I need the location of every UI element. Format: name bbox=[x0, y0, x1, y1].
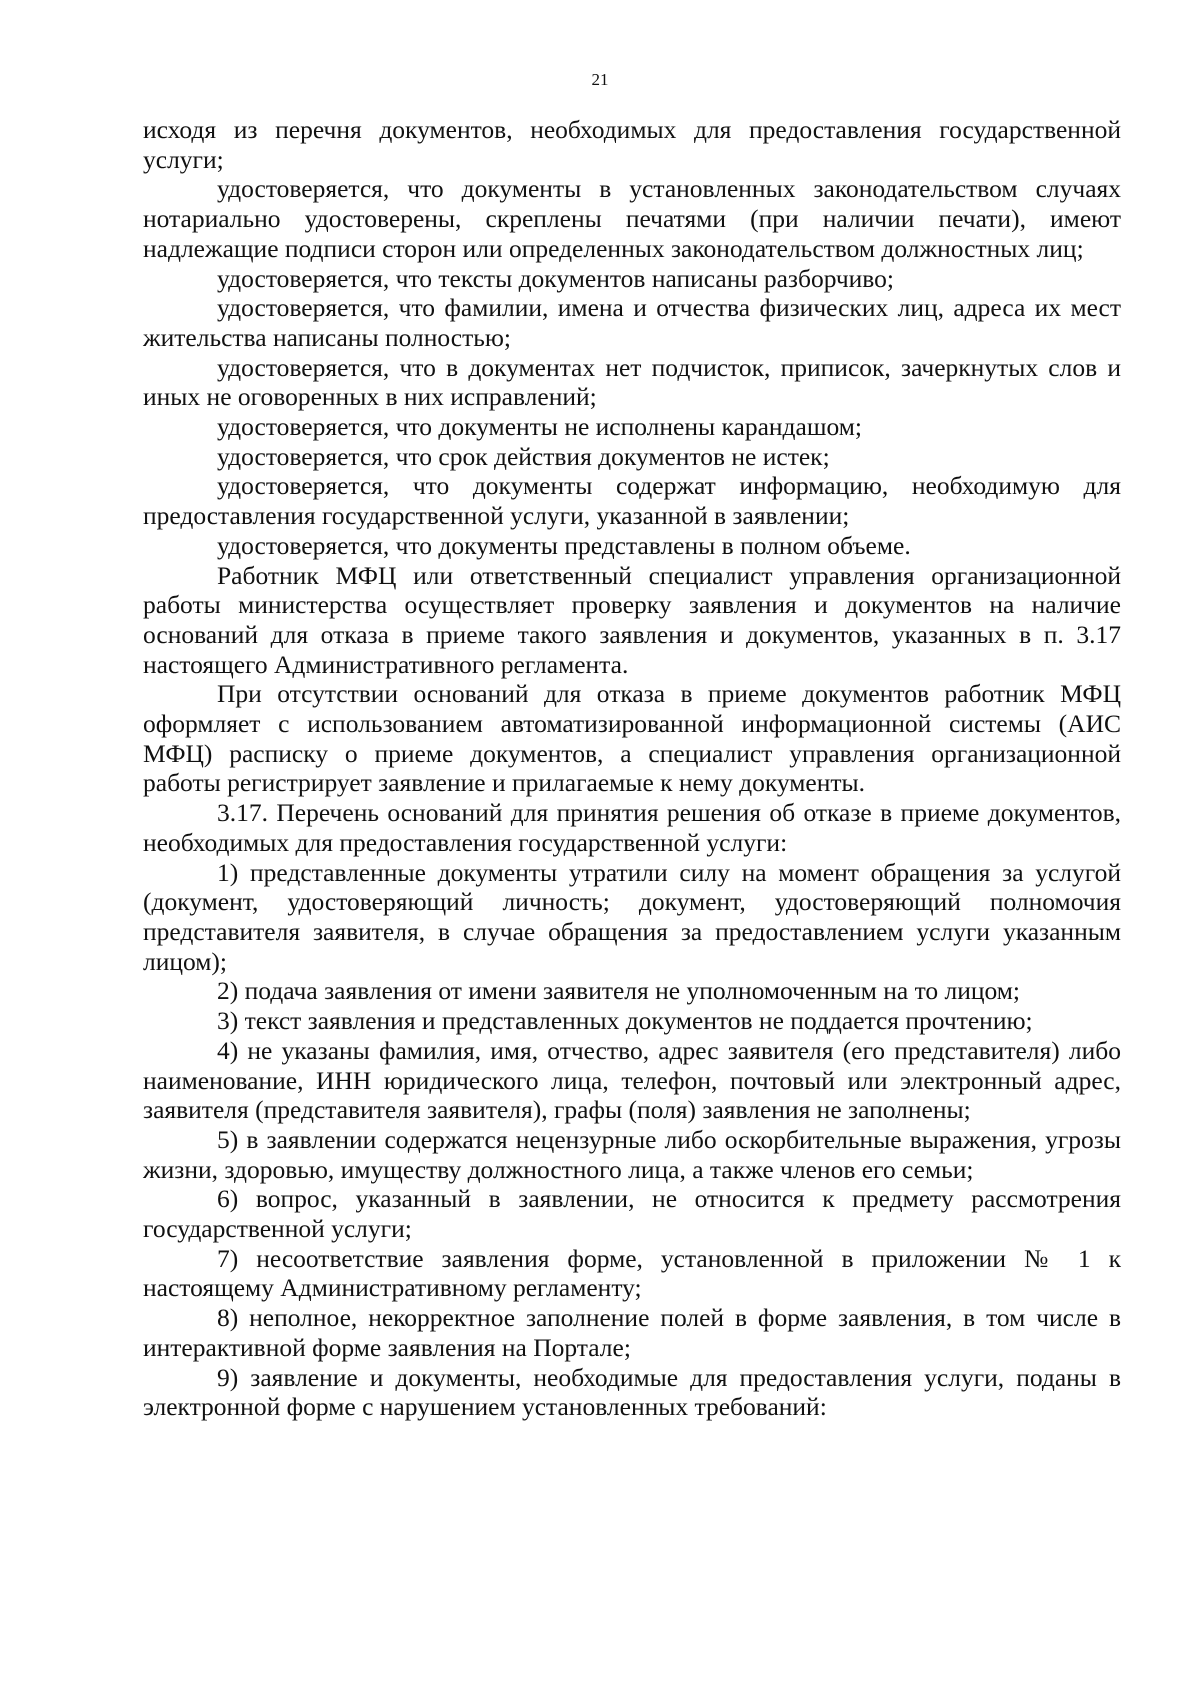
list-item: 7) несоответствие заявления форме, установленной в приложении № 1 к настоящему Административному регламенту; bbox=[143, 1243, 1121, 1303]
paragraph: Работник МФЦ или ответственный специалист управления организационной работы министерства осуществляет проверку заявления и документов на наличие оснований для отказа в приеме такого заявления и документов, указанных в п. 3.17 настоящего Административного регламента. bbox=[143, 560, 1121, 679]
list-item: 6) вопрос, указанный в заявлении, не относится к предмету рассмотрения государственной услуги; bbox=[143, 1184, 1121, 1244]
list-item: 9) заявление и документы, необходимые для предоставления услуги, поданы в электронной форме с нарушением установленных требований: bbox=[143, 1362, 1121, 1422]
paragraph: удостоверяется, что тексты документов написаны разборчиво; bbox=[217, 263, 894, 293]
document-body bbox=[143, 115, 1121, 1422]
paragraph: удостоверяется, что фамилии, имена и отчества физических лиц, адреса их мест жительства написаны полностью; bbox=[143, 293, 1121, 352]
list-item: 8) неполное, некорректное заполнение полей в форме заявления, в том числе в интерактивной форме заявления на Портале; bbox=[143, 1303, 1121, 1362]
paragraph: удостоверяется, что документы представлены в полном объеме. bbox=[217, 530, 911, 560]
paragraph: удостоверяется, что срок действия документов не истек; bbox=[217, 441, 830, 471]
list-item: 4) не указаны фамилия, имя, отчество, адрес заявителя (его представителя) либо наименование, ИНН юридического лица, телефон, почтовый или электронный адрес, заявителя (представителя заявителя), графы (поля) заявления не заполнены; bbox=[143, 1035, 1121, 1125]
list-item: 3) текст заявления и представленных документов не поддается прочтению; bbox=[217, 1006, 1033, 1036]
paragraph: удостоверяется, что документы не исполнены карандашом; bbox=[217, 412, 862, 442]
paragraph: удостоверяется, что документы в установленных законодательством случаях нотариально удостоверены, скреплены печатями (при наличии печати), имеют надлежащие подписи сторон или определенных законодательством должностных лиц; bbox=[143, 174, 1121, 263]
page-number: 21 bbox=[591, 70, 609, 89]
list-item: 5) в заявлении содержатся нецензурные либо оскорбительные выражения, угрозы жизни, здоровью, имуществу должностного лица, а также членов его семьи; bbox=[143, 1124, 1121, 1184]
paragraph: исходя из перечня документов, необходимых для предоставления государственной услуги; bbox=[143, 115, 1121, 174]
paragraph: удостоверяется, что документы содержат информацию, необходимую для предоставления государственной услуги, указанной в заявлении; bbox=[143, 471, 1121, 531]
paragraph: При отсутствии оснований для отказа в приеме документов работник МФЦ оформляет с использованием автоматизированной информационной системы (АИС МФЦ) расписку о приеме документов, а специалист управления организационной работы регистрирует заявление и прилагаемые к нему документы. bbox=[143, 679, 1121, 798]
paragraph: удостоверяется, что в документах нет подчисток, приписок, зачеркнутых слов и иных не оговоренных в них исправлений; bbox=[143, 352, 1121, 412]
list-item: 1) представленные документы утратили силу на момент обращения за услугой (документ, удостоверяющий личность; документ, удостоверяющий полномочия представителя заявителя, в случае обращения за предоставлением услуги указанным лицом); bbox=[143, 857, 1121, 976]
list-item: 2) подача заявления от имени заявителя не уполномоченным на то лицом; bbox=[217, 976, 1021, 1006]
section-heading-paragraph: 3.17. Перечень оснований для принятия решения об отказе в приеме документов, необходимых для предоставления государственной услуги: bbox=[143, 798, 1121, 857]
